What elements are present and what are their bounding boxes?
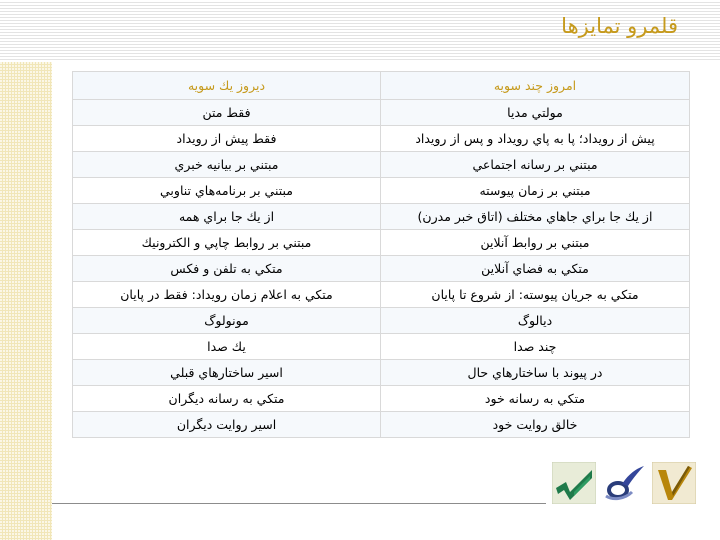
cell-yesterday: از يك جا براي همه	[73, 204, 381, 230]
cell-today: مبتني بر زمان پيوسته	[381, 178, 690, 204]
header-today: امروز چند سويه	[381, 72, 690, 100]
gold-v-logo	[652, 462, 696, 504]
cell-today: متكي به جريان پيوسته: از شروع تا پايان	[381, 282, 690, 308]
cell-yesterday: اسير روايت ديگران	[73, 412, 381, 438]
table-row	[73, 178, 690, 204]
comparison-table	[72, 71, 690, 438]
cell-yesterday: مونولوگ	[73, 308, 381, 334]
cell-yesterday: اسير ساختارهاي قبلي	[73, 360, 381, 386]
cell-today: متكي به رسانه خود	[381, 386, 690, 412]
cell-today: خالق روايت خود	[381, 412, 690, 438]
table-row	[73, 126, 690, 152]
cell-yesterday: فقط متن	[73, 100, 381, 126]
table-row	[73, 334, 690, 360]
cell-today: مبتني بر رسانه اجتماعي	[381, 152, 690, 178]
table-row	[73, 204, 690, 230]
cell-yesterday: يك صدا	[73, 334, 381, 360]
cell-today: مبتني بر روابط آنلاين	[381, 230, 690, 256]
table-row	[73, 230, 690, 256]
table-row	[73, 100, 690, 126]
cell-yesterday: متكي به اعلام زمان رويداد: فقط در پايان	[73, 282, 381, 308]
green-check-logo	[552, 462, 596, 504]
cell-today: ديالوگ	[381, 308, 690, 334]
cell-yesterday: مبتني بر برنامه‌هاي تناوبي	[73, 178, 381, 204]
cell-today: پيش از رويداد؛ پا به پاي رويداد و پس از رويداد	[381, 126, 690, 152]
table-row	[73, 360, 690, 386]
cell-yesterday: فقط پيش از رويداد	[73, 126, 381, 152]
slide-title: قلمرو تمايزها	[561, 14, 678, 38]
table-row	[73, 386, 690, 412]
cell-today: مولتي مديا	[381, 100, 690, 126]
table-row	[73, 282, 690, 308]
blue-swoosh-logo	[602, 462, 646, 504]
cell-today: در پيوند با ساختارهاي حال	[381, 360, 690, 386]
cell-yesterday: مبتني بر بيانيه خبري	[73, 152, 381, 178]
table-row	[73, 152, 690, 178]
header-yesterday: ديروز يك سويه	[73, 72, 381, 100]
cell-yesterday: متكي به رسانه ديگران	[73, 386, 381, 412]
cell-today: از يك جا براي جاهاي مختلف (اتاق خبر مدرن)	[381, 204, 690, 230]
table-row	[73, 256, 690, 282]
table-header-row	[73, 72, 690, 100]
cell-yesterday: متكي به تلفن و فكس	[73, 256, 381, 282]
cell-today: چند صدا	[381, 334, 690, 360]
cell-yesterday: مبتني بر روابط چاپي و الكترونيك	[73, 230, 381, 256]
table-row	[73, 308, 690, 334]
footer-rule	[52, 503, 546, 504]
cell-today: متكي به فضاي آنلاين	[381, 256, 690, 282]
left-decorative-strip	[0, 62, 52, 540]
table-row	[73, 412, 690, 438]
